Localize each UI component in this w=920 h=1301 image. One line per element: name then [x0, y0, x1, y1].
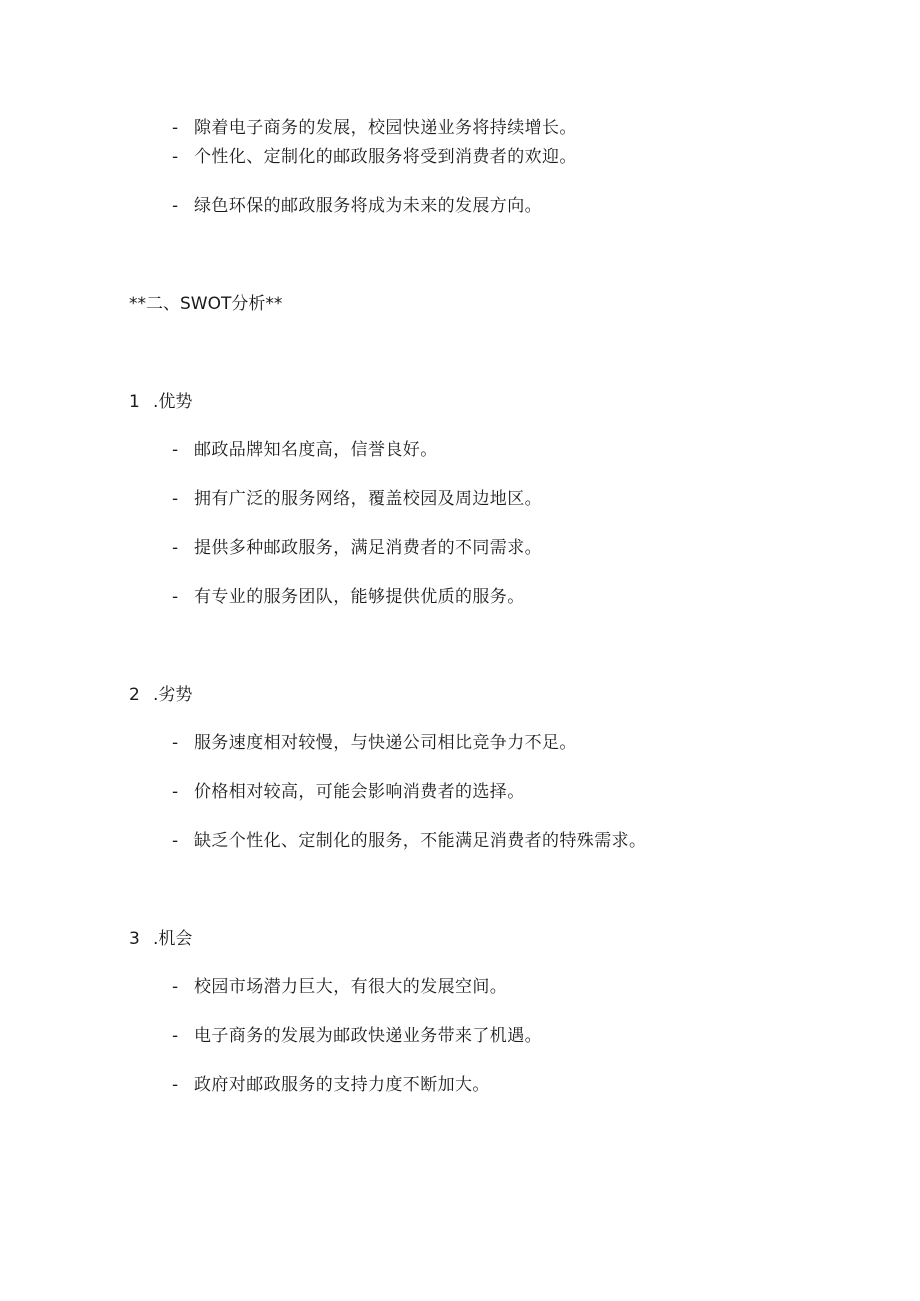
subsection-title: .机会	[153, 929, 193, 949]
bullet-dash: -	[172, 977, 179, 997]
subsection-heading	[129, 928, 192, 950]
list-item	[172, 1025, 542, 1047]
subsection-number: 1	[129, 392, 140, 412]
bullet-dash: -	[172, 782, 179, 802]
bullet-dash: -	[172, 733, 179, 753]
list-item-text: 拥有广泛的服务网络，覆盖校园及周边地区。	[194, 489, 542, 509]
list-item	[172, 1074, 490, 1096]
list-item-text: 缺乏个性化、定制化的服务，不能满足消费者的特殊需求。	[194, 831, 647, 851]
bullet-dash: -	[172, 538, 179, 558]
list-item-text: 有专业的服务团队，能够提供优质的服务。	[194, 587, 525, 607]
list-item	[172, 781, 525, 803]
subsection-number: 2	[129, 685, 140, 705]
list-item	[172, 732, 577, 754]
list-item	[172, 830, 646, 852]
bullet-dash: -	[172, 1075, 179, 1095]
list-item	[172, 195, 542, 217]
bullet-dash: -	[172, 440, 179, 460]
subsection-number: 3	[129, 929, 140, 949]
bullet-dash: -	[172, 147, 179, 167]
bullet-dash: -	[172, 587, 179, 607]
bullet-dash: -	[172, 196, 179, 216]
list-item-text: 服务速度相对较慢，与快递公司相比竞争力不足。	[194, 733, 577, 753]
bullet-dash: -	[172, 1026, 179, 1046]
list-item-text: 提供多种邮政服务，满足消费者的不同需求。	[194, 538, 542, 558]
subsection-title: .劣势	[153, 685, 193, 705]
subsection-heading	[129, 684, 192, 706]
list-item	[172, 439, 438, 461]
list-item-text: 绿色环保的邮政服务将成为未来的发展方向。	[194, 196, 542, 216]
list-item-text: 隙着电子商务的发展，校园快递业务将持续增长。	[194, 118, 577, 138]
bullet-dash: -	[172, 489, 179, 509]
list-item	[172, 586, 525, 608]
list-item	[172, 146, 577, 168]
list-item	[172, 117, 577, 139]
list-item-text: 电子商务的发展为邮政快递业务带来了机遇。	[194, 1026, 542, 1046]
list-item	[172, 537, 542, 559]
list-item-text: 邮政品牌知名度高，信誉良好。	[194, 440, 438, 460]
list-item-text: 价格相对较高，可能会影响消费者的选择。	[194, 782, 525, 802]
subsection-title: .优势	[153, 392, 193, 412]
list-item	[172, 976, 507, 998]
list-item-text: 校园市场潜力巨大，有很大的发展空间。	[194, 977, 508, 997]
list-item	[172, 488, 542, 510]
bullet-dash: -	[172, 118, 179, 138]
list-item-text: 个性化、定制化的邮政服务将受到消费者的欢迎。	[194, 147, 577, 167]
bullet-dash: -	[172, 831, 179, 851]
section-title: **二、SWOT分析**	[129, 294, 283, 314]
list-item-text: 政府对邮政服务的支持力度不断加大。	[194, 1075, 490, 1095]
subsection-heading	[129, 391, 192, 413]
